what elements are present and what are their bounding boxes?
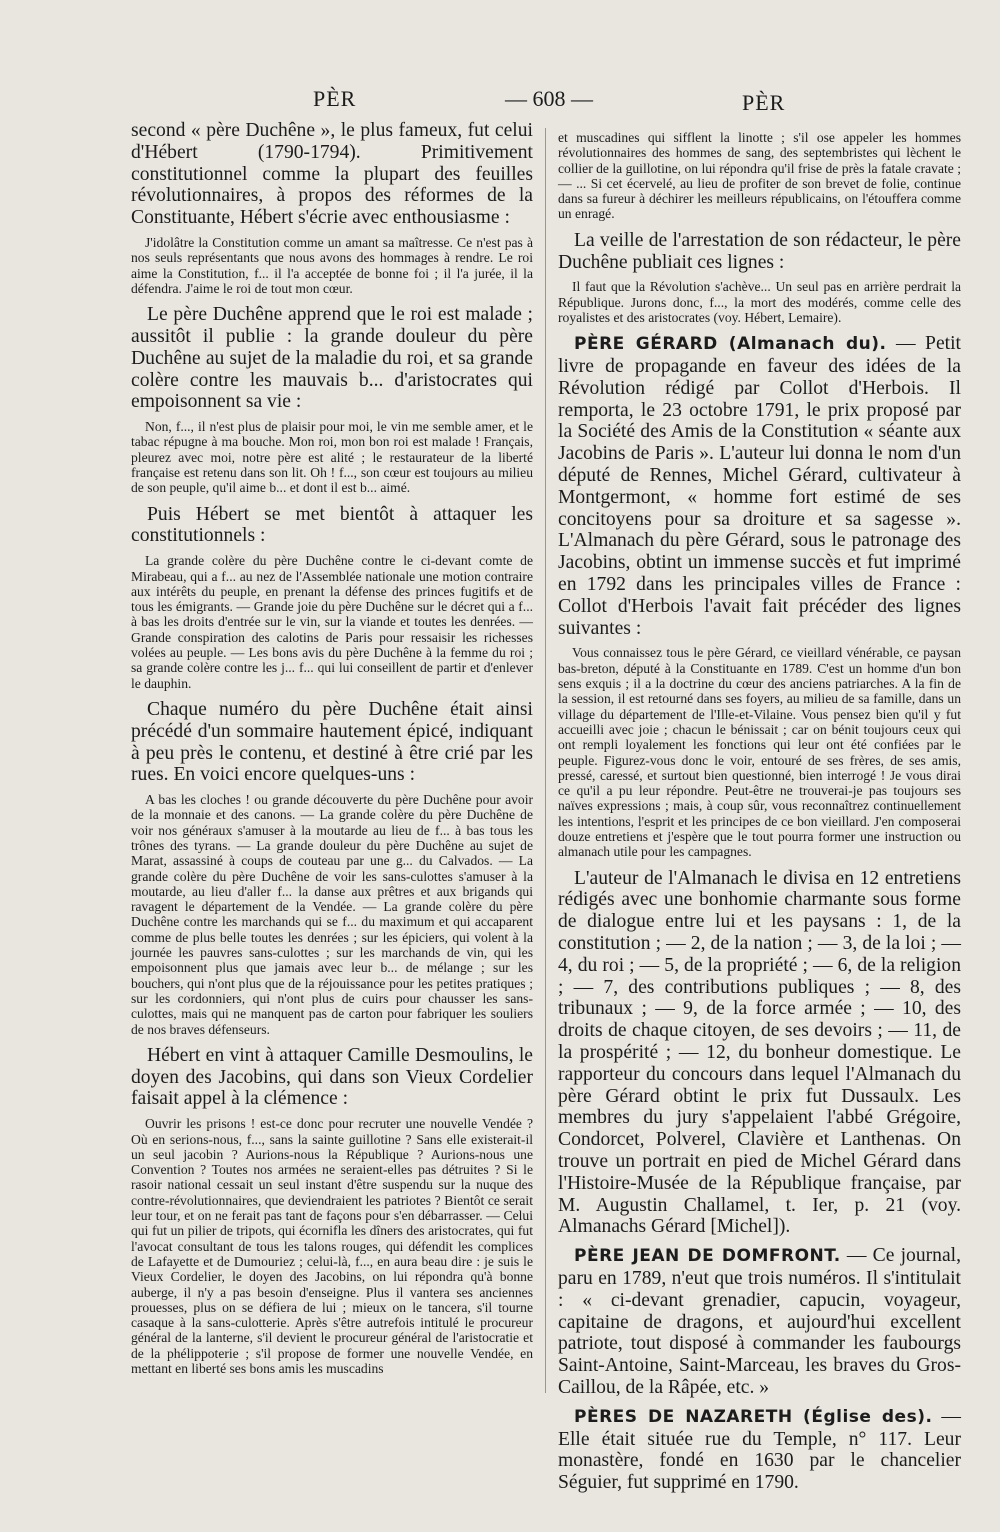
- entry-heading: PÈRE JEAN DE DOMFRONT.: [574, 1246, 841, 1267]
- paragraph: La veille de l'arrestation de son rédacteur, le père Duchêne publiait ces lignes :: [558, 229, 961, 273]
- running-head-left: PÈR: [313, 86, 357, 111]
- entry-text: — Petit livre de propagande en faveur des idées de la Révolution rédigé par Collot d'Herbois. Il remporta, le 23 octobre 1791, le prix proposé par la Société des Amis de la Constitution « séante aux Jacobins de Paris ». L'auteur lui donna le nom d'un député de Rennes, Michel Gérard, cultivateur à Montgermont, « homme fort estimé de ses concitoyens pour sa droiture et sa sagesse ». L'Almanach du père Gérard, sous le patronage des Jacobins, obtint un immense succès et fut imprimé en 1792 dans les principales villes de France : Collot d'Herbois l'avait fait précéder des lignes suivantes :: [558, 333, 961, 639]
- paragraph: Le père Duchêne apprend que le roi est malade ; aussitôt il publie : la grande douleur du père Duchêne au sujet de la maladie du roi, et sa grande colère contre les mauvais b... d'aristocrates qui empoisonnent sa vie :: [131, 304, 533, 413]
- quotation: Ouvrir les prisons ! est-ce donc pour recruter une nouvelle Vendée ? Où en serions-nous, f..., sans la sainte guillotine ? Sans elle existerait-il un seul jacobin ? Aurions-nous la République ? Aurions-nous une Convention ? Toutes nos armées ne seraient-elles pas détruites ? Si le rasoir national cessait un seul instant d'être suspendu sur la nuque des contre-révolutionnaires, que deviendraient les patriotes ? Bientôt ce serait leur tour, et on ne ferait pas tant de façons pour s'en débarrasser. — Celui qui fut un pilier de tripots, qui écornifla les dîners des aristocrates, qui fut l'avocat consultant de tous les talons rouges, qui défendit les complices de Lafayette et de Dumouriez ; celui-là, f..., en aura beau dire : je suis le Vieux Cordelier, le doyen des Jacobins, on lui répondra qu'à bonne auberge, il n'y a pas besoin d'enseigne. Plus il vantera ses anciennes prouesses, plus on se défiera de lui ; mieux on le tancera, s'il tourne casaque à la sans-culotterie. Après s'être autrefois intitulé le procureur général de la lanterne, s'il devient le procureur général de l'aristocratie et de la phélippoterie ; s'il propose de former une nouvelle Vendée, en mettant en liberté ses bons amis les muscadins: [131, 1116, 533, 1376]
- entry-heading: PÈRES DE NAZARETH (Église des).: [574, 1406, 933, 1427]
- entry-text: — Ce journal, paru en 1789, n'eut que trois numéros. Il s'intitulait : « ci-devant grenadier, capucin, voyageur, capitaine de dragons, et aujourd'hui excellent patriote, tout disposé à commander les faubourgs Saint-Antoine, Saint-Marceau, les braves du Gros-Caillou, de la Râpée, etc. »: [558, 1245, 961, 1398]
- entry-pere-gerard: [558, 333, 961, 639]
- left-column: [131, 120, 533, 1384]
- paragraph: Hébert en vint à attaquer Camille Desmoulins, le doyen des Jacobins, qui dans son Vieux Cordelier faisait appel à la clémence :: [131, 1044, 533, 1110]
- right-column: [558, 120, 961, 1494]
- paragraph: Puis Hébert se met bientôt à attaquer les constitutionnels :: [131, 503, 533, 547]
- page-number: — 608 —: [505, 86, 593, 111]
- quotation: A bas les cloches ! ou grande découverte du père Duchêne pour avoir de la monnaie et des canons. — La grande colère du père Duchêne de voir nos généraux s'amuser à la moutarde au lieu de f... à bas tous les trônes des tyrans. — La grande douleur du père Duchêne au sujet de Marat, assassiné à coups de couteau par une g... du Calvados. — La grande colère du père Duchêne de voir les sans-culottes s'amuser à la moutarde, au lieu d'aller f... la danse aux prêtres et aux brigands qui ravagent le département de la Vendée. — La grande colère du père Duchêne contre les marchands qui se f... du maximum et qui accaparent comme de plus belle toutes les denrées ; sur les épiciers, qui volent à la journée les pauvres sans-culottes ; sur les marchands de vin, qui les empoisonnent plus que jamais avec leur b... de mélange ; sur les bouchers, qui n'ont plus que de la réjouissance pour les petites pratiques ; sur les cordonniers, qui n'ont plus de cuirs pour chausser les sans-culottes, mais qui ne manquent pas de carton pour fabriquer les souliers de nos braves défenseurs.: [131, 792, 533, 1037]
- running-head-right: PÈR: [742, 90, 786, 115]
- page-header: [0, 82, 1000, 118]
- entry-pere-jean-de-domfront: [558, 1245, 961, 1399]
- entry-text: — Elle était située rue du Temple, n° 117. Leur monastère, fondé en 1630 par le chancelier Séguier, fut supprimé en 1790.: [558, 1405, 961, 1494]
- quotation-continued: et muscadines qui sifflent la linotte ; s'il ose appeler les hommes révolutionnaires des hommes de sang, des septembristes qui lèchent le collier de la guillotine, on lui répondra qu'il frise de près la fatale cravate ; — ... Si cet écervelé, au lieu de profiter de son brevet de folie, continue dans sa fureur à déchirer les meilleurs républicains, on l'étouffera comme un enragé.: [558, 130, 961, 222]
- paragraph: Chaque numéro du père Duchêne était ainsi précédé d'un sommaire hautement épicé, indiquant à peu près le contenu, et destiné à être crié par les rues. En voici encore quelques-uns :: [131, 698, 533, 786]
- entry-peres-de-nazareth: [558, 1406, 961, 1494]
- quotation: La grande colère du père Duchêne contre le ci-devant comte de Mirabeau, qui a f... au nez de l'Assemblée nationale une motion contraire aux intérêts du peuple, en prenant la défense des princes fugitifs et de tous les émigrants. — Grande joie du père Duchêne sur le décret qui a f... à bas les droits d'entrée sur le vin, sur la viande et toutes les denrées. — Grande conspiration des calotins de Paris pour ressaisir les richesses volées au peuple. — Les bons avis du père Duchêne à la femme du roi ; sa grande colère contre les j... f... qui lui conseillent de partir et d'enlever le dauphin.: [131, 553, 533, 691]
- column-divider: [545, 128, 546, 1393]
- paragraph: second « père Duchêne », le plus fameux, fut celui d'Hébert (1790-1794). Primitivement constitutionnel comme la plupart des feuilles révolutionnaires, à propos des réformes de la Constituante, Hébert s'écrie avec enthousiasme :: [131, 120, 533, 229]
- quotation: Non, f..., il n'est plus de plaisir pour moi, le vin me semble amer, et le tabac répugne à ma bouche. Mon roi, mon bon roi est malade ! Français, pleurez avec moi, notre père est alité ; le restaurateur de la liberté française est retenu dans son lit. Oh ! f..., son cœur est toujours au milieu de son peuple, qu'il aime b... et dont il est b... aimé.: [131, 419, 533, 496]
- quotation: Il faut que la Révolution s'achève... Un seul pas en arrière perdrait la République. Jurons donc, f..., la mort des modérés, comme celle des royalistes et des aristocrates (voy. Hébert, Lemaire).: [558, 279, 961, 325]
- paragraph: L'auteur de l'Almanach le divisa en 12 entretiens rédigés avec une bonhomie charmante sous forme de dialogue entre lui et les paysans : 1, de la constitution ; — 2, de la nation ; — 3, de la loi ; — 4, du roi ; — 5, de la propriété ; — 6, de la religion ; — 7, des contributions publiques ; — 8, des tribunaux ; — 9, de la force armée ; — 10, des droits de chaque citoyen, de ses devoirs ; — 11, de la prospérité ; — 12, du bonheur domestique. Le rapporteur du concours dans lequel l'Almanach du père Gérard obtint le prix fut Dussaulx. Les membres du jury s'appelaient l'abbé Grégoire, Condorcet, Polverel, Clavière et Lanthenas. On trouve un portrait en pied de Michel Gérard dans l'Histoire-Musée de la République française, par M. Augustin Challamel, t. Ier, p. 21 (voy. Almanachs Gérard [Michel]).: [558, 867, 961, 1238]
- entry-heading: PÈRE GÉRARD (Almanach du).: [574, 334, 887, 355]
- quotation: Vous connaissez tous le père Gérard, ce vieillard vénérable, ce paysan bas-breton, député à la Constituante en 1789. C'est un homme d'un bon sens exquis ; il a la doctrine du cœur des anciens patriarches. A la fin de la session, il est retourné dans ses foyers, au milieu de sa famille, dans un village du département de l'Ille-et-Vilaine. Vous pensez bien qu'il y fut accueilli avec joie ; chacun le bénissait ; car on bénit toujours ceux qui ont rempli loyalement les fonctions qui leur ont été confiées par le peuple. Figurez-vous donc le voir, entouré de ses frères, de ses amis, pressé, caressé, et surtout bien questionné, bien interrogé ! Je vous dirai ce qu'il a pu leur répondre. Peut-être ne trouverai-je pas toujours ses naïves expressions ; mais, à coup sûr, vous reconnaîtrez continuellement les intentions, l'esprit et les principes de ce bon vieillard. J'en composerai douze entretiens et j'espère que le tout pourra former une instruction ou almanach utile pour les campagnes.: [558, 645, 961, 860]
- quotation: J'idolâtre la Constitution comme un amant sa maîtresse. Ce n'est pas à nos seuls représentants que nous avons des hommages à rendre. Le roi aime la Constitution, f... il l'a acceptée de bonne foi ; il l'a jurée, il la défendra. J'aime le roi de tout mon cœur.: [131, 234, 533, 296]
